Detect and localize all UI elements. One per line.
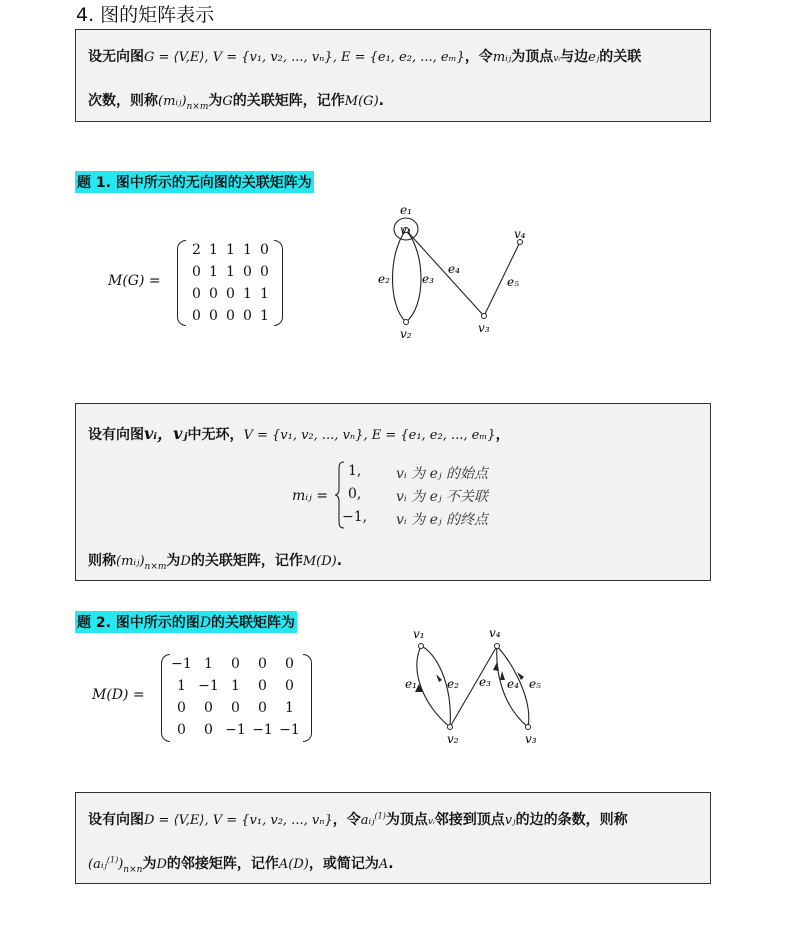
case-condition-1: vᵢ 为 eⱼ 的始点 bbox=[396, 466, 489, 482]
undirected-graph bbox=[370, 198, 540, 346]
text: 的边的条数，则称 bbox=[515, 812, 628, 828]
math-subscript: n×m bbox=[186, 101, 209, 112]
math-d: D bbox=[156, 857, 167, 872]
question-2-label bbox=[75, 611, 297, 633]
question-1-label: 题 1. 图中所示的无向图的关联矩阵为 bbox=[75, 171, 314, 193]
label-e3: e₃ bbox=[422, 272, 434, 286]
math-superscript: (1) bbox=[106, 855, 119, 865]
math-digraph-def: D = ⟨V,E⟩, V = {v₁, v₂, ..., vₙ} bbox=[144, 813, 333, 828]
matrix-cell: 0 bbox=[209, 286, 218, 302]
text: ，令 bbox=[464, 49, 493, 65]
label-v1: v₁ bbox=[413, 627, 425, 641]
vertex-v4 bbox=[495, 644, 500, 649]
definition-line-1 bbox=[88, 421, 510, 444]
text: ，或简记为 bbox=[308, 856, 379, 872]
matrix-cell: 1 bbox=[231, 678, 240, 694]
matrix-cell: 0 bbox=[204, 700, 213, 716]
text: 次数，则称 bbox=[88, 93, 158, 109]
matrix-cell: 1 bbox=[243, 242, 252, 258]
math-mij-matrix: (mᵢⱼ) bbox=[116, 554, 145, 569]
matrix-cell: 0 bbox=[177, 700, 186, 716]
text: 的关联矩阵，记作 bbox=[190, 553, 303, 569]
label-e4: e₄ bbox=[448, 262, 460, 276]
text: 设有向图 bbox=[88, 427, 144, 443]
text: . bbox=[388, 856, 394, 872]
text: 为 bbox=[166, 553, 181, 569]
definition-box-undirected bbox=[75, 29, 711, 122]
matrix-cell: 0 bbox=[192, 264, 201, 280]
text: 则称 bbox=[88, 553, 116, 569]
matrix-cell: 0 bbox=[258, 678, 267, 694]
matrix-lhs: M(G) = bbox=[108, 273, 161, 289]
text: ，令 bbox=[332, 812, 361, 828]
label-v4: v₄ bbox=[489, 626, 501, 640]
math-mij-matrix: (mᵢⱼ) bbox=[158, 94, 187, 109]
label-v2: v₂ bbox=[400, 327, 412, 341]
vertex-v3 bbox=[482, 314, 487, 319]
math-aij: aᵢⱼ bbox=[360, 813, 375, 828]
math-a: A bbox=[378, 857, 389, 872]
matrix-cell: −1 bbox=[252, 722, 273, 738]
text: . bbox=[336, 553, 343, 569]
label-e4: e₄ bbox=[507, 677, 519, 691]
vertex-v3 bbox=[526, 725, 531, 730]
matrix-cell: 1 bbox=[209, 264, 218, 280]
mij-cases bbox=[292, 459, 592, 531]
case-value-2: 0, bbox=[348, 486, 362, 502]
matrix-cell: 1 bbox=[226, 242, 235, 258]
matrix-cell: −1 bbox=[171, 656, 192, 672]
right-bracket bbox=[274, 240, 283, 326]
label-v2: v₂ bbox=[447, 732, 459, 746]
matrix-cell: 1 bbox=[285, 700, 294, 716]
text: 的邻接矩阵，记作 bbox=[166, 856, 279, 872]
math-mij: mᵢⱼ bbox=[492, 50, 512, 65]
math-vi: vᵢ bbox=[427, 817, 435, 827]
text: 设有向图 bbox=[88, 812, 144, 828]
text: . bbox=[378, 93, 384, 109]
section-title: 4. 图的矩阵表示 bbox=[76, 4, 215, 26]
matrix-cell: 2 bbox=[192, 242, 201, 258]
matrix-cell: −1 bbox=[279, 722, 300, 738]
math-vi: vᵢ bbox=[553, 54, 561, 64]
label-v1: v₁ bbox=[400, 223, 412, 237]
vertex-v2 bbox=[404, 320, 409, 325]
matrix-cell: 1 bbox=[226, 264, 235, 280]
math-superscript: (1) bbox=[374, 811, 386, 821]
text: 中无环， bbox=[187, 427, 244, 443]
case-condition-3: vᵢ 为 eⱼ 的终点 bbox=[396, 512, 489, 528]
matrix-grid bbox=[188, 239, 273, 327]
math-mg: M(G) bbox=[344, 94, 379, 109]
text: 题 2. 图中所示的图 bbox=[77, 615, 200, 631]
text: 的关联矩阵，记作 bbox=[232, 93, 345, 109]
vertex-v2 bbox=[448, 725, 453, 730]
math-ej: eⱼ bbox=[588, 50, 600, 65]
label-v3: v₃ bbox=[525, 732, 537, 746]
matrix-cell: 1 bbox=[209, 242, 218, 258]
matrix-cell: 0 bbox=[243, 308, 252, 324]
math-subscript: n×m bbox=[144, 561, 167, 572]
matrix-lhs: M(D) = bbox=[92, 687, 145, 703]
label-e5: e₅ bbox=[529, 677, 541, 691]
math-vj: vⱼ bbox=[504, 813, 516, 828]
matrix-cell: 0 bbox=[285, 678, 294, 694]
matrix-cell: 0 bbox=[226, 286, 235, 302]
definition-box-adjacency bbox=[75, 792, 711, 884]
matrix-cell: 1 bbox=[177, 678, 186, 694]
math-vi-vj: vᵢ，vⱼ bbox=[144, 424, 188, 443]
label-e2: e₂ bbox=[447, 677, 459, 691]
case-value-1: 1, bbox=[348, 463, 362, 479]
text: 与边 bbox=[560, 49, 589, 65]
label-e1: e₁ bbox=[405, 677, 417, 691]
definition-line-1 bbox=[88, 809, 628, 829]
text: 设无向图 bbox=[88, 49, 144, 65]
text: 为 bbox=[142, 856, 157, 872]
math-d: D bbox=[180, 554, 191, 569]
math-aij-matrix: (aᵢⱼ bbox=[88, 857, 107, 872]
matrix-grid bbox=[168, 653, 303, 741]
matrix-cell: 0 bbox=[226, 308, 235, 324]
arrow-e3 bbox=[493, 662, 499, 671]
arrow-e5 bbox=[500, 671, 505, 680]
math-g: G bbox=[222, 94, 233, 109]
text: ， bbox=[495, 427, 510, 443]
label-e5: e₅ bbox=[507, 275, 519, 289]
cases-lhs: mᵢⱼ = bbox=[292, 488, 328, 504]
label-e3: e₃ bbox=[479, 675, 491, 689]
matrix-cell: 0 bbox=[209, 308, 218, 324]
matrix-cell: 0 bbox=[285, 656, 294, 672]
matrix-cell: 0 bbox=[177, 722, 186, 738]
definition-line-3 bbox=[88, 550, 342, 572]
matrix-cell: 0 bbox=[192, 308, 201, 324]
math-graph-def: G = ⟨V,E⟩, V = {v₁, v₂, ..., vₙ}, E = {e₁, e₂, ..., eₘ} bbox=[144, 50, 465, 65]
definition-line-2 bbox=[88, 90, 384, 112]
matrix-cell: 1 bbox=[204, 656, 213, 672]
definition-box-directed bbox=[75, 403, 711, 581]
matrix-cell: 1 bbox=[260, 308, 269, 324]
directed-graph bbox=[395, 622, 555, 750]
edge-e1 bbox=[417, 646, 450, 727]
matrix-cell: −1 bbox=[198, 678, 219, 694]
matrix-cell: 1 bbox=[260, 286, 269, 302]
math-paren: ) bbox=[118, 857, 124, 872]
right-bracket bbox=[303, 654, 312, 742]
label-e2: e₂ bbox=[378, 272, 390, 286]
edge-e2 bbox=[393, 230, 407, 322]
matrix-cell: 0 bbox=[204, 722, 213, 738]
text: 的关联 bbox=[599, 49, 642, 65]
matrix-cell: 0 bbox=[231, 656, 240, 672]
matrix-cell: 1 bbox=[243, 286, 252, 302]
label-v3: v₃ bbox=[478, 321, 490, 335]
case-value-3: −1, bbox=[342, 509, 368, 525]
matrix-cell: 0 bbox=[258, 700, 267, 716]
label-v4: v₄ bbox=[514, 227, 526, 241]
math-ad: A(D) bbox=[278, 857, 309, 872]
edge-e2 bbox=[421, 646, 450, 727]
matrix-cell: 0 bbox=[243, 264, 252, 280]
definition-line-2 bbox=[88, 853, 394, 875]
text: 邻接到顶点 bbox=[434, 812, 505, 828]
arrow-e2 bbox=[436, 674, 442, 682]
math-d: D bbox=[199, 615, 212, 631]
text: 的关联矩阵为 bbox=[211, 615, 296, 631]
text: 为 bbox=[208, 93, 223, 109]
math-vertex-edge-sets: V = {v₁, v₂, ..., vₙ}, E = {e₁, e₂, ..., eₘ} bbox=[243, 428, 496, 443]
matrix-cell: 0 bbox=[231, 700, 240, 716]
text: 为顶点 bbox=[511, 49, 554, 65]
matrix-cell: 0 bbox=[258, 656, 267, 672]
label-e1: e₁ bbox=[400, 203, 412, 217]
matrix-cell: −1 bbox=[225, 722, 246, 738]
matrix-cell: 0 bbox=[260, 264, 269, 280]
math-subscript: n×n bbox=[123, 864, 143, 875]
text: 为顶点 bbox=[385, 812, 428, 828]
matrix-cell: 0 bbox=[192, 286, 201, 302]
matrix-cell: 0 bbox=[260, 242, 269, 258]
vertex-v1 bbox=[419, 644, 424, 649]
case-condition-2: vᵢ 为 eⱼ 不关联 bbox=[396, 489, 489, 505]
left-bracket bbox=[177, 240, 186, 326]
math-md: M(D) bbox=[302, 554, 337, 569]
definition-line-1 bbox=[88, 46, 641, 66]
